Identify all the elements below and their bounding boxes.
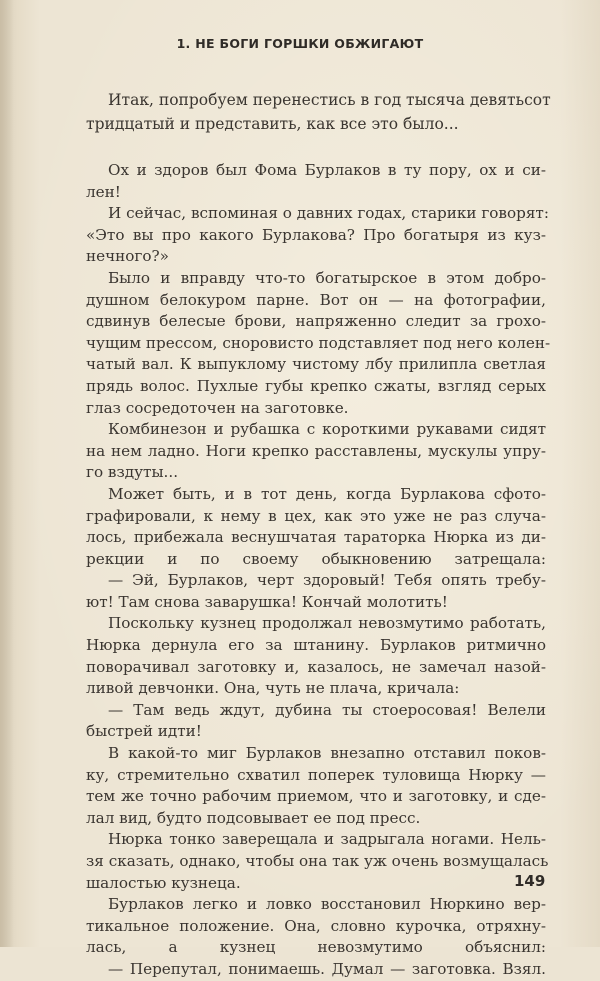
text-line: тикальное положение. Она, словно курочка, отряхну-: [86, 916, 546, 935]
text-line: Было и вправду что-то богатырское в этом добро-: [108, 268, 546, 287]
text-line: тем же точно рабочим приемом, что и заготовку, и сде-: [86, 787, 546, 806]
chapter-body: [86, 160, 551, 981]
text-line: го вздуты...: [86, 463, 179, 482]
text-line: И сейчас, вспоминая о давних годах, старики говорят:: [108, 204, 549, 223]
text-line: чатый вал. К выпуклому чистому лбу прилипла светлая: [86, 355, 546, 374]
page-binding-shadow: [0, 0, 14, 947]
chapter-title: 1. НЕ БОГИ ГОРШКИ ОБЖИГАЮТ: [176, 36, 424, 51]
text-line: Нюрка тонко заверещала и задрыгала ногами. Нель-: [108, 830, 546, 849]
text-line: — Перепутал, понимаешь. Думал — заготовка. Взял.: [108, 959, 546, 978]
text-line: глаз сосредоточен на заготовке.: [86, 398, 349, 417]
page-number: 149: [514, 872, 546, 890]
text-line: шалостью кузнеца.: [86, 873, 241, 892]
text-line: ют! Там снова заварушка! Кончай молотить!: [86, 592, 448, 611]
text-line: лось, прибежала веснушчатая тараторка Нюрка из ди-: [86, 528, 546, 547]
text-line: — Эй, Бурлаков, черт здоровый! Тебя опять требу-: [108, 571, 546, 590]
text-line: — Там ведь ждут, дубина ты стоеросовая! Велели: [108, 700, 546, 719]
text-line: Может быть, и в тот день, когда Бурлакова сфото-: [108, 484, 546, 503]
text-line: Ох и здоров был Фома Бурлаков в ту пору, ох и си-: [108, 161, 546, 179]
text-line: Бурлаков легко и ловко восстановил Нюркино вер-: [108, 895, 546, 914]
text-line: рекции и по своему обыкновению затрещала:: [86, 549, 546, 568]
text-line: Нюрка дернула его за штанину. Бурлаков ритмично: [86, 636, 546, 655]
text-line: быстрей идти!: [86, 722, 202, 741]
intro-line: Итак, попробуем перенестись в год тысяча девятьсот: [108, 91, 551, 109]
text-line: чущим прессом, сноровисто подставляет под него колен-: [86, 333, 551, 352]
text-line: душном белокуром парне. Вот он — на фотографии,: [86, 290, 546, 309]
text-line: В какой-то миг Бурлаков внезапно отставил поков-: [108, 744, 546, 763]
text-line: сдвинув белесые брови, напряженно следит за грохо-: [86, 312, 546, 331]
text-line: лен!: [86, 182, 121, 201]
text-line: Комбинезон и рубашка с короткими рукавами сидят: [108, 420, 546, 439]
text-line: на нем ладно. Ноги крепко расставлены, мускулы упру-: [86, 441, 546, 460]
text-line: Поскольку кузнец продолжал невозмутимо работать,: [108, 614, 546, 633]
text-line: лась, а кузнец невозмутимо объяснил:: [86, 938, 546, 957]
text-line: лал вид, будто подсовывает ее под пресс.: [86, 808, 421, 827]
text-line: графировали, к нему в цех, как это уже не раз случа-: [86, 506, 546, 525]
text-line: зя сказать, однако, чтобы она так уж очень возмущалась: [86, 852, 549, 870]
text-line: нечного?»: [86, 247, 169, 266]
intro-line: тридцатый и представить, как все это было...: [86, 115, 459, 133]
intro-paragraph: [86, 88, 551, 136]
text-line: ку, стремительно схватил поперек туловища Нюрку —: [86, 765, 546, 784]
text-line: поворачивал заготовку и, казалось, не замечал назой-: [86, 657, 546, 676]
text-line: ливой девчонки. Она, чуть не плача, кричала:: [86, 679, 460, 698]
text-line: «Это вы про какого Бурлакова? Про богатыря из куз-: [86, 225, 546, 244]
text-line: прядь волос. Пухлые губы крепко сжаты, взгляд серых: [86, 376, 546, 395]
